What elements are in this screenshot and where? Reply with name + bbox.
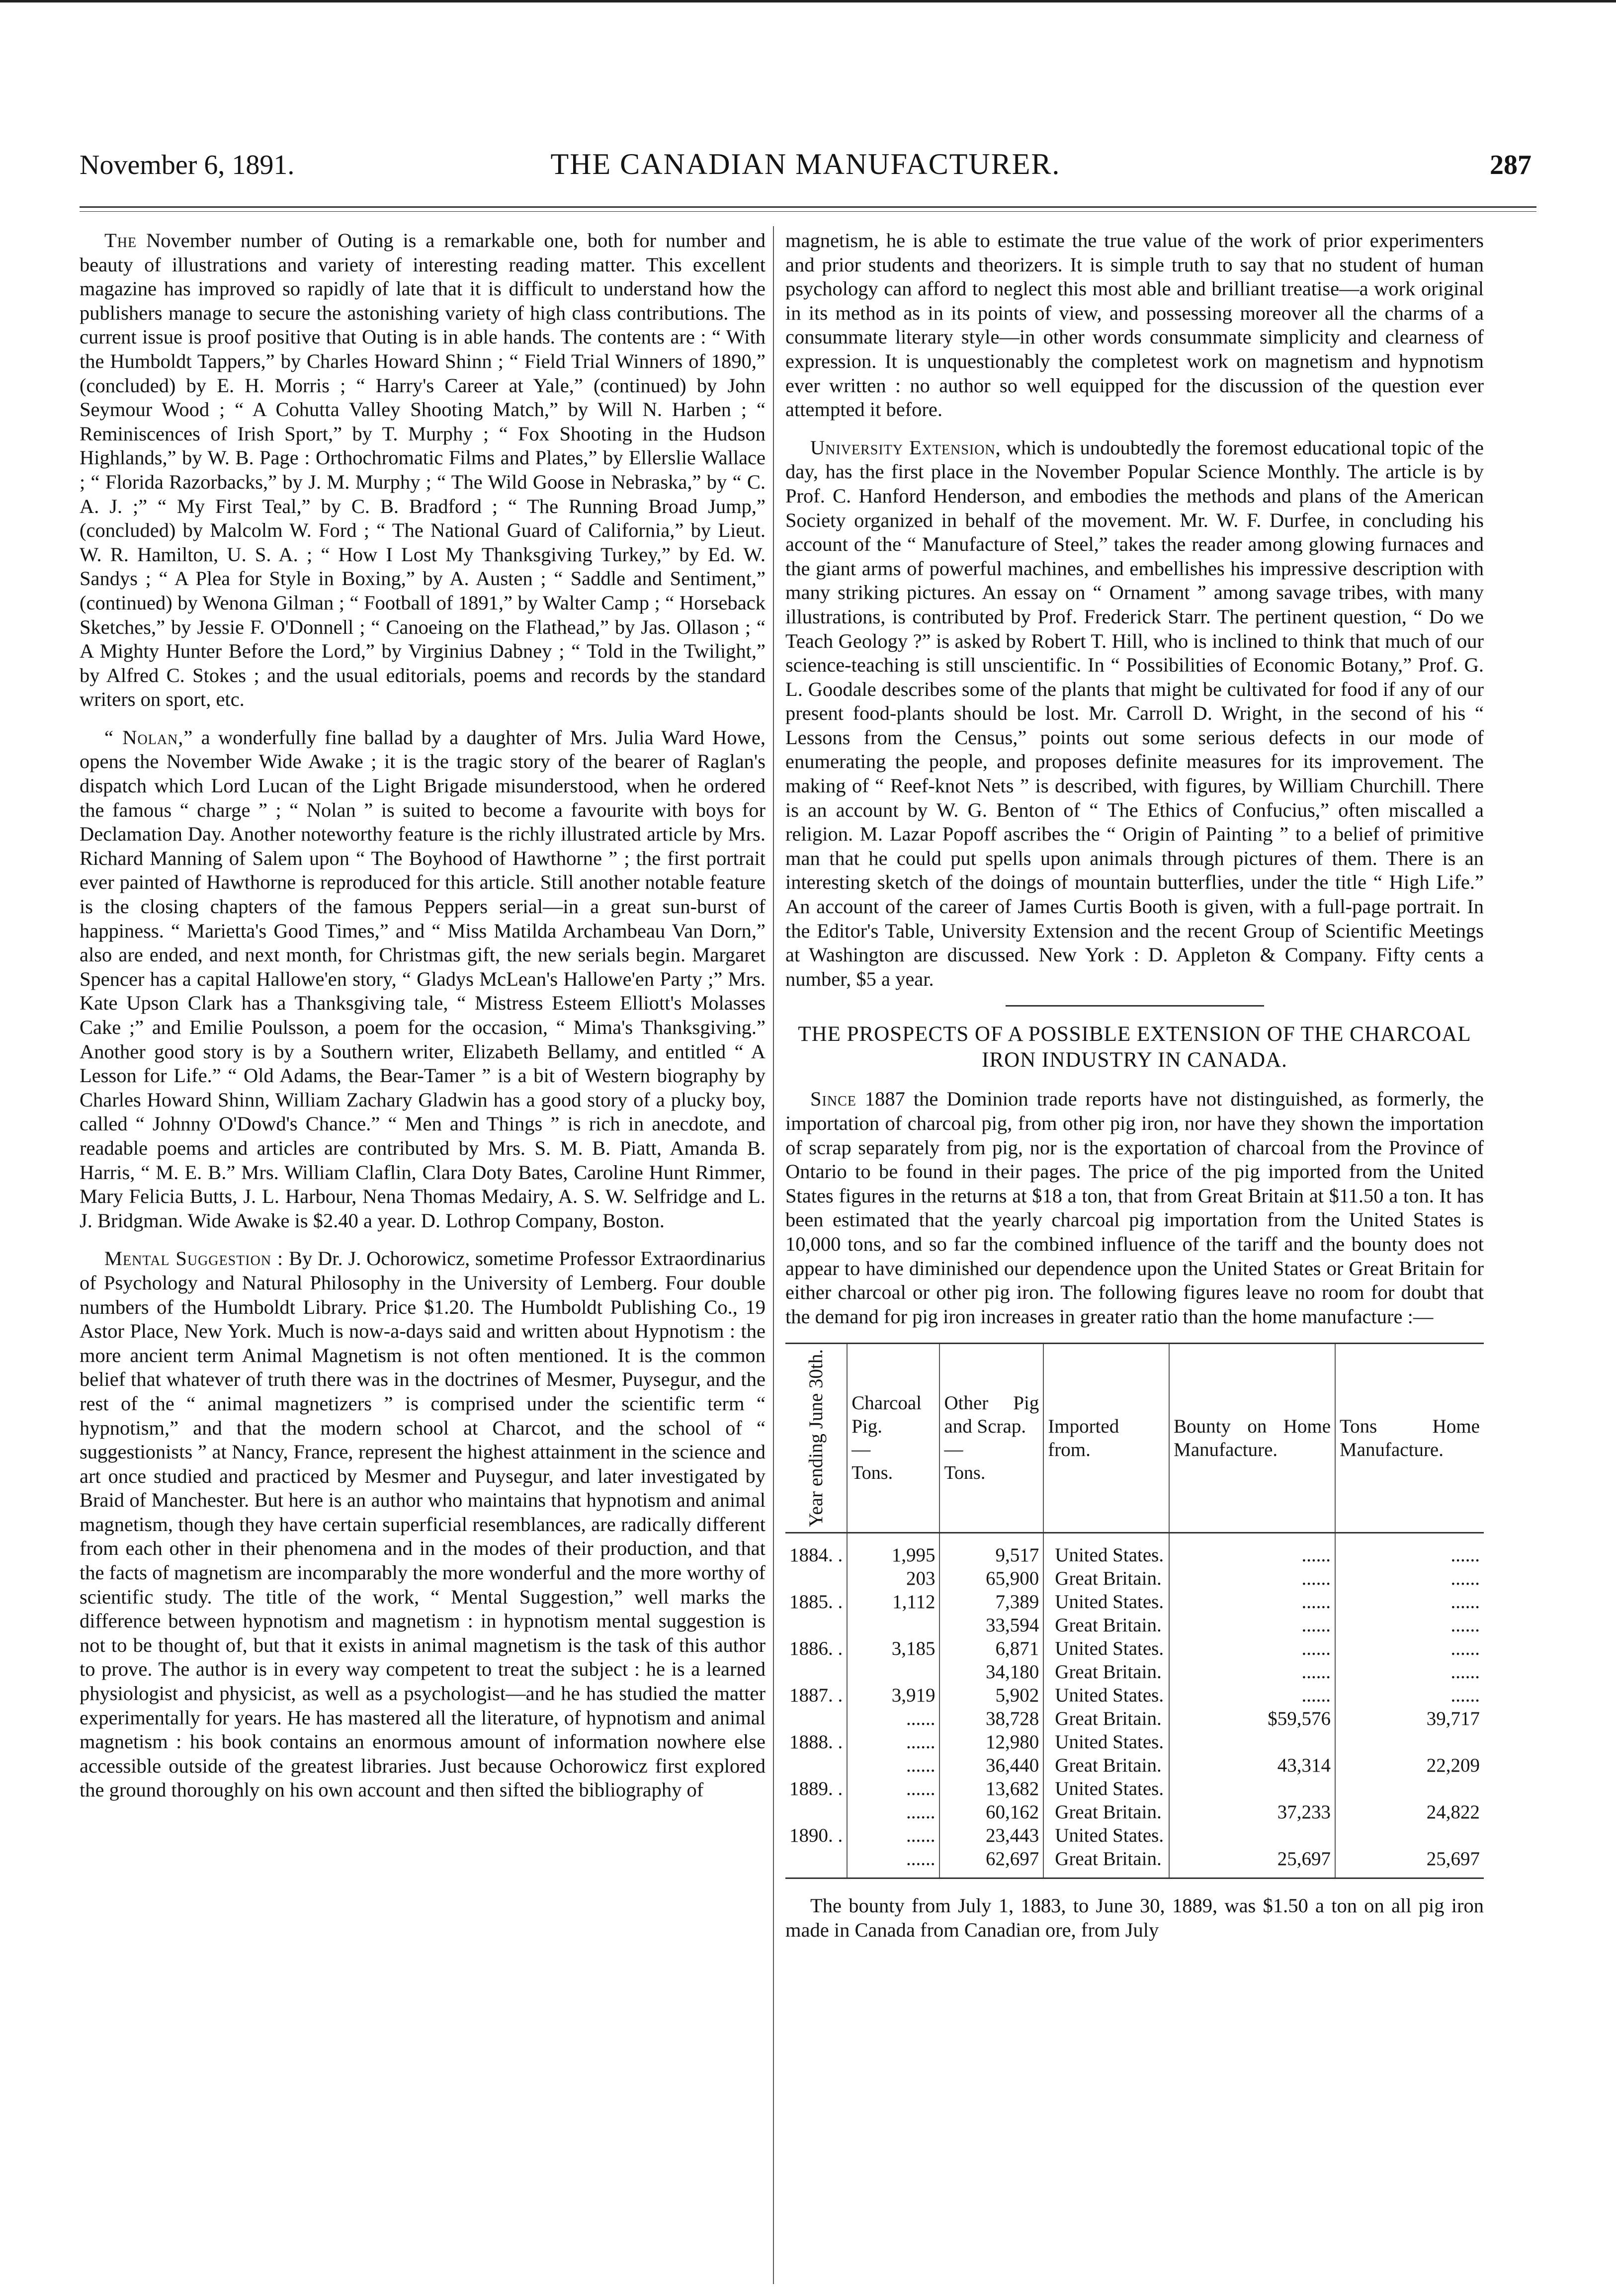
- paragraph-body: which is undoubtedly the foremost educational topic of the day, has the first place in the November Popular Science Monthly. The article is by Prof. C. Hanford Henderson, and embodies the methods and plans of the American Society organized in behalf of the movement. Mr. W. F. Durfee, in concluding his account of the “ Manufacture of Steel,” takes the reader among glowing furnaces and the giant arms of powerful machines, and embellishes his impressive description with many striking pictures. An essay on “ Ornament ” among savage tribes, with many illustrations, is contributed by Prof. Frederick Starr. The pertinent question, “ Do we Teach Geology ?” is asked by Robert T. Hill, who is inclined to think that much of our science-teaching is still unscientific. In “ Possibilities of Economic Botany,” Prof. G. L. Goodale describes some of the plants that might be cultivated for food if any of our present food-plants should be lost. Mr. Carroll D. Wright, in the second of his “ Lessons from the Census,” points out some serious defects in our mode of enumerating the people, and proposes definite measures for its improvement. The making of “ Reef-knot Nets ” is described, with figures, by William Churchill. There is an account by W. G. Benton of “ The Ethics of Confucius,” often miscalled a religion. M. Lazar Popoff ascribes the “ Origin of Painting ” to a belief of primitive man that he could put spells upon animals through pictures of them. There is an interesting sketch of the doings of mountain butterflies, under the title “ High Life.” An account of the career of James Curtis Booth is given, with a full-page portrait. In the Editor's Table, University Extension and the recent Group of Scientific Meetings at Washington are discussed. New York : D. Appleton & Company. Fifty cents a number, $5 a year.: [785, 436, 1484, 990]
- table-cell-tons: 24,822: [1335, 1800, 1484, 1824]
- table-cell-bounty: 43,314: [1169, 1754, 1335, 1777]
- table-cell-bounty: ......: [1169, 1614, 1335, 1637]
- mental-suggestion-continued: magnetism, he is able to estimate the true value of the work of prior experimenters and prior students and theorizers. It is simple truth to say that no student of human psychology can afford to neglect this most able and brilliant treatise—a work original in its method as in its points of view, and possessing moreover all the charms of a consummate literary style—in other words consummate simplicity and clearness of expression. It is unquestionably the completest work on magnetism and hypnotism ever written : no author so well equipped for the discussion of the question ever attempted it before.: [785, 229, 1484, 421]
- table-cell-bounty: ......: [1169, 1660, 1335, 1684]
- table-cell-other: 60,162: [939, 1800, 1043, 1824]
- table-cell-charcoal: [847, 1614, 939, 1637]
- page-header: [80, 149, 1531, 189]
- table-cell-year: 1887. .: [789, 1685, 843, 1706]
- table-cell-from: United States.: [1043, 1730, 1169, 1754]
- table-cell-from: Great Britain.: [1043, 1800, 1169, 1824]
- table-body: [785, 1533, 1484, 1878]
- table-cell-other: 33,594: [939, 1614, 1043, 1637]
- table-cell-other: 9,517: [939, 1533, 1043, 1567]
- table-cell-from: United States.: [1043, 1824, 1169, 1847]
- table-cell-year: [785, 1567, 847, 1590]
- table-cell-year: 1890. .: [789, 1825, 843, 1847]
- table-cell-year: [785, 1614, 847, 1637]
- table-row: [785, 1730, 1484, 1754]
- table-cell-bounty: ......: [1169, 1637, 1335, 1660]
- table-cell-from: United States.: [1043, 1684, 1169, 1707]
- table-cell-tons: 39,717: [1335, 1707, 1484, 1730]
- table-cell-from: United States.: [1043, 1533, 1169, 1567]
- table-cell-year: [785, 1800, 847, 1824]
- table-row: [785, 1754, 1484, 1777]
- table-row: [785, 1707, 1484, 1730]
- table-cell-from: Great Britain.: [1043, 1847, 1169, 1878]
- table-cell-tons: ......: [1335, 1533, 1484, 1567]
- table-cell-other: 23,443: [939, 1824, 1043, 1847]
- table-cell-charcoal: ......: [847, 1777, 939, 1800]
- table-cell-charcoal: ......: [847, 1754, 939, 1777]
- paragraph-body: By Dr. J. Ochorowicz, sometime Professor Extraordinarius of Psychology and Natural Philosophy in the University of Lemberg. Four double numbers of the Humboldt Library. Price $1.20. The Humboldt Publishing Co., 19 Astor Place, New York. Much is now-a-days said and written about Hypnotism : the more ancient term Animal Magnetism is not often mentioned. It is the common belief that whatever of truth there was in the doctrines of Mesmer, Puysegur, and the rest of the “ animal magnetizers ” is comprised under the scientific term “ hypnotism,” and that the modern school at Charcot, and the school of “ suggestionists ” at Nancy, France, represent the highest attainment in the science and art once studied and practiced by Mesmer and Puysegur, and later investigated by Braid of Manchester. But here is an author who maintains that hypnotism and animal magnetism, though they have certain superficial resemblances, are radically different from each other in their phenomena and in the modes of their production, and that the facts of magnetism are incomparably the more wonderful and the more worthy of scientific study. The title of the work, “ Mental Suggestion,” well marks the difference between hypnotism and magnetism : in hypnotism mental suggestion is not to be thought of, but that it exists in animal magnetism is the task of this author to prove. The author is in every way competent to treat the subject : he is a learned physiologist and physicist, as well as a psychologist—and he has studied the matter experimentally for years. He has mastered all the literature, of hypnotism and animal magnetism : his book contains an enormous amount of information nowhere else accessible outside of the greatest libraries. Just because Ochorowicz first explored the ground thoroughly on his own account and then sifted the bibliography of: [80, 1247, 765, 1801]
- table-cell-other: 12,980: [939, 1730, 1043, 1754]
- table-cell-year: [785, 1707, 847, 1730]
- table-cell-bounty: $59,576: [1169, 1707, 1335, 1730]
- table-cell-tons: ......: [1335, 1660, 1484, 1684]
- table-cell-bounty: ......: [1169, 1684, 1335, 1707]
- page-number: 287: [1490, 150, 1531, 180]
- column-divider: [773, 226, 774, 2284]
- header-rule: [80, 206, 1536, 208]
- table-cell-from: United States.: [1043, 1590, 1169, 1614]
- table-header-row: [785, 1344, 1484, 1533]
- table-row: [785, 1637, 1484, 1660]
- table-cell-year: 1884. .: [789, 1544, 843, 1566]
- table-row: [785, 1590, 1484, 1614]
- col-header-imported-from: Imported from.: [1043, 1344, 1169, 1533]
- paragraph-lead: The: [104, 229, 137, 252]
- table-row: [785, 1533, 1484, 1567]
- table-cell-charcoal: [847, 1660, 939, 1684]
- table-cell-year: 1885. .: [789, 1591, 843, 1613]
- table-cell-bounty: 37,233: [1169, 1800, 1335, 1824]
- table-cell-tons: 22,209: [1335, 1754, 1484, 1777]
- paragraph-body: a wonderfully fine ballad by a daughter of Mrs. Julia Ward Howe, opens the November Wide Awake ; it is the tragic story of the bearer of Raglan's dispatch which Lord Lucan of the Light Brigade misunderstood, when he ordered the famous “ charge ” ; “ Nolan ” is suited to become a favourite with boys for Declamation Day. Another noteworthy feature is the richly illustrated article by Mrs. Richard Manning of Salem upon “ The Boyhood of Hawthorne ” ; the first portrait ever painted of Hawthorne is reproduced for this article. Still another notable feature is the closing chapters of the famous Peppers serial—in a great sun-burst of happiness. “ Marietta's Good Times,” and “ Miss Matilda Archambeau Van Dorn,” also are ended, and next month, for Christmas gift, the new serials begin. Margaret Spencer has a capital Hallowe'en story, “ Gladys McLean's Hallowe'en Party ;” Mrs. Kate Upson Clark has a Thanksgiving tale, “ Mistress Esteem Elliott's Molasses Cake ;” and Emilie Poulsson, a poem for the occasion, “ Mima's Thanksgiving.” Another good story is by a Southern writer, Elizabeth Bellamy, and entitled “ A Lesson for Life.” “ Old Adams, the Bear-Tamer ” is a bit of Western biography by Charles Howard Shinn, William Zachary Gladwin has a good story of a plucky boy, called “ Johnny O'Dowd's Chance.” “ Men and Things ” is rich in anecdote, and readable poems and articles are contributed by Mrs. S. M. B. Piatt, Amanda B. Harris, “ M. E. B.” Mrs. William Claflin, Clara Doty Bates, Caroline Hunt Rimmer, Mary Felicia Butts, J. L. Harbour, Nena Thomas Medairy, A. S. W. Selfridge and L. J. Bridgman. Wide Awake is $2.40 a year. D. Lothrop Company, Boston.: [80, 726, 765, 1232]
- col-header-tons-home: Tons Home Manufacture.: [1335, 1344, 1484, 1533]
- outing-review: [80, 229, 765, 712]
- paragraph-body: November number of Outing is a remarkable one, both for number and beauty of illustrations and variety of interesting reading matter. This excellent magazine has improved so rapidly of late that it is difficult to understand how the publishers manage to secure the astonishing variety of high class contributions. The current issue is proof positive that Outing is in able hands. The contents are : “ With the Humboldt Tappers,” by Charles Howard Shinn ; “ Field Trial Winners of 1890,” (concluded) by E. H. Morris ; “ Harry's Career at Yale,” (continued) by John Seymour Wood ; “ A Cohutta Valley Shooting Match,” by Will N. Harben ; “ Reminiscences of Irish Sport,” by T. Murphy ; “ Fox Shooting in the Hudson Highlands,” by W. B. Page : Orthochromatic Films and Plates,” by Ellerslie Wallace ; “ Florida Razorbacks,” by J. M. Murphy ; “ The Wild Goose in Nebraska,” by “ C. A. J. ;” “ My First Teal,” by C. B. Bradford ; “ The Running Broad Jump,” (concluded) by Malcolm W. Ford ; “ The National Guard of California,” by Lieut. W. R. Hamilton, U. S. A. ; “ How I Lost My Thanksgiving Turkey,” by Ed. W. Sandys ; “ A Plea for Style in Boxing,” by A. Austen ; “ Saddle and Sentiment,” (continued) by Wenona Gilman ; “ Football of 1891,” by Walter Camp ; “ Horseback Sketches,” by Jessie F. O'Donnell ; “ Canoeing on the Flathead,” by Jas. Ollason ; “ A Mighty Hunter Before the Lord,” by Virginius Dabney ; “ Told in the Twilight,” by Alfred C. Stokes ; and the usual editorials, poems and records by the standard writers on sport, etc.: [80, 229, 765, 711]
- col-header-other: Other Pig and Scrap. — Tons.: [939, 1344, 1043, 1533]
- table-cell-other: 38,728: [939, 1707, 1043, 1730]
- table-row: [785, 1800, 1484, 1824]
- table-cell-other: 65,900: [939, 1567, 1043, 1590]
- right-column: [785, 229, 1484, 1956]
- table-cell-year: [785, 1754, 847, 1777]
- section-rule: [1006, 1005, 1264, 1007]
- table-cell-other: 62,697: [939, 1847, 1043, 1878]
- table-cell-tons: 25,697: [1335, 1847, 1484, 1878]
- table-cell-charcoal: 1,112: [847, 1590, 939, 1614]
- table-cell-charcoal: 3,185: [847, 1637, 939, 1660]
- charcoal-iron-intro: [785, 1087, 1484, 1329]
- pig-iron-import-table: [785, 1343, 1484, 1879]
- table-cell-year: 1886. .: [789, 1638, 843, 1660]
- table-cell-from: United States.: [1043, 1637, 1169, 1660]
- bounty-paragraph: The bounty from July 1, 1883, to June 30, 1889, was $1.50 a ton on all pig iron made in Canada from Canadian ore, from July: [785, 1894, 1484, 1941]
- table-cell-tons: ......: [1335, 1567, 1484, 1590]
- table-cell-year: 1888. .: [789, 1731, 843, 1753]
- paragraph-lead: University Extension,: [810, 436, 1001, 459]
- col-header-bounty: Bounty on Home Manufacture.: [1169, 1344, 1335, 1533]
- table-cell-other: 36,440: [939, 1754, 1043, 1777]
- wide-awake-review: [80, 726, 765, 1233]
- popular-science-review: [785, 436, 1484, 992]
- table-cell-charcoal: ......: [847, 1847, 939, 1878]
- col-header-charcoal: Charcoal Pig. — Tons.: [847, 1344, 939, 1533]
- table-cell-charcoal: ......: [847, 1800, 939, 1824]
- table-row: [785, 1614, 1484, 1637]
- table-cell-charcoal: ......: [847, 1824, 939, 1847]
- table-cell-bounty: [1169, 1730, 1335, 1754]
- table-cell-tons: ......: [1335, 1590, 1484, 1614]
- table-cell-tons: ......: [1335, 1637, 1484, 1660]
- table-cell-charcoal: 203: [847, 1567, 939, 1590]
- paragraph-lead: Mental Suggestion :: [104, 1247, 284, 1270]
- table-cell-charcoal: ......: [847, 1707, 939, 1730]
- table-cell-other: 13,682: [939, 1777, 1043, 1800]
- col-header-year: Year ending June 30th.: [785, 1344, 847, 1533]
- table-cell-year: 1889. .: [789, 1778, 843, 1800]
- header-rule-thin: [80, 211, 1536, 212]
- table-cell-bounty: 25,697: [1169, 1847, 1335, 1878]
- paragraph-lead: “ Nolan,”: [104, 726, 193, 749]
- table-cell-other: 7,389: [939, 1590, 1043, 1614]
- table-cell-charcoal: 1,995: [847, 1533, 939, 1567]
- table-cell-charcoal: 3,919: [847, 1684, 939, 1707]
- mental-suggestion-review: [80, 1247, 765, 1802]
- top-border: [0, 0, 1616, 2]
- table-row: [785, 1824, 1484, 1847]
- table-cell-charcoal: ......: [847, 1730, 939, 1754]
- table-cell-from: Great Britain.: [1043, 1754, 1169, 1777]
- paragraph-body: 1887 the Dominion trade reports have not distinguished, as formerly, the importation of charcoal pig, from other pig iron, nor have they shown the importation of scrap separately from pig, nor is the exportation of charcoal from the Province of Ontario to be found in their pages. The price of the pig imported from the United States figures in the returns at $18 a ton, that from Great Britain at $11.50 a ton. It has been estimated that the yearly charcoal pig importation from the United States is 10,000 tons, and so far the combined influence of the tariff and the bounty does not appear to have diminished our dependence upon the United States or Great Britain for either charcoal or other pig iron. The following figures leave no room for doubt that the demand for pig iron increases in greater ratio than the home manufacture :—: [785, 1088, 1484, 1328]
- left-column: [80, 229, 765, 1816]
- table-cell-from: Great Britain.: [1043, 1614, 1169, 1637]
- table-row: [785, 1567, 1484, 1590]
- table-cell-bounty: [1169, 1824, 1335, 1847]
- table-row: [785, 1660, 1484, 1684]
- table-cell-tons: [1335, 1824, 1484, 1847]
- article-heading: THE PROSPECTS OF A POSSIBLE EXTENSION OF THE CHARCOAL IRON INDUSTRY IN CANADA.: [798, 1022, 1471, 1072]
- table-cell-bounty: [1169, 1777, 1335, 1800]
- table-cell-from: Great Britain.: [1043, 1707, 1169, 1730]
- issue-date: November 6, 1891.: [80, 150, 295, 180]
- table-row: [785, 1847, 1484, 1878]
- table-cell-tons: [1335, 1730, 1484, 1754]
- table-cell-bounty: ......: [1169, 1533, 1335, 1567]
- paragraph-lead: Since: [810, 1088, 856, 1110]
- table-cell-from: Great Britain.: [1043, 1660, 1169, 1684]
- table-cell-other: 5,902: [939, 1684, 1043, 1707]
- table-row: [785, 1777, 1484, 1800]
- table-cell-tons: ......: [1335, 1684, 1484, 1707]
- table-cell-bounty: ......: [1169, 1567, 1335, 1590]
- table-cell-year: [785, 1847, 847, 1878]
- table-cell-from: Great Britain.: [1043, 1567, 1169, 1590]
- publication-title: THE CANADIAN MANUFACTURER.: [550, 148, 1061, 180]
- table-cell-bounty: ......: [1169, 1590, 1335, 1614]
- table-cell-other: 34,180: [939, 1660, 1043, 1684]
- table-cell-other: 6,871: [939, 1637, 1043, 1660]
- table-cell-tons: ......: [1335, 1614, 1484, 1637]
- table-cell-year: [785, 1660, 847, 1684]
- table-row: [785, 1684, 1484, 1707]
- table-cell-tons: [1335, 1777, 1484, 1800]
- table-cell-from: United States.: [1043, 1777, 1169, 1800]
